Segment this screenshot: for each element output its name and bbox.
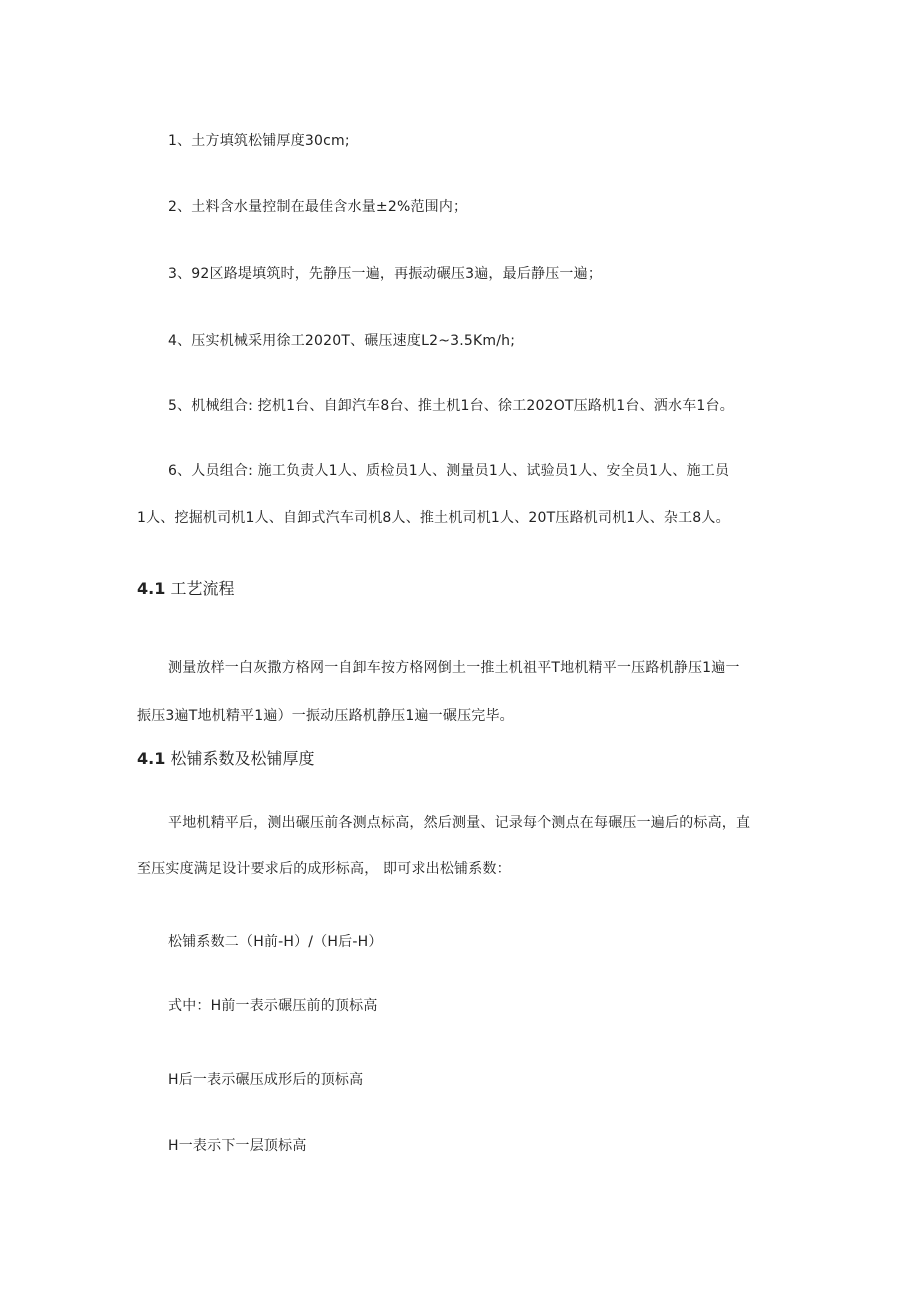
paragraph-line: 至压实度满足设计要求后的成形标高， 即可求出松铺系数： <box>137 861 511 877</box>
list-item: 3、92区路堤填筑时，先静压一遍，再振动碾压3遍，最后静压一遍； <box>168 266 603 282</box>
paragraph-line: 测量放样一白灰撒方格网一自卸车按方格网倒土一推土机祖平T地机精平一压路机静压1遍一 <box>168 660 740 676</box>
section-number: 4.1 <box>137 579 166 598</box>
list-item: 1、土方填筑松铺厚度30cm; <box>168 133 350 149</box>
section-title: 工艺流程 <box>170 579 235 598</box>
paragraph-line: 平地机精平后，测出碾压前各测点标高，然后测量、记录每个测点在每碾压一遍后的标高，直 <box>168 815 751 831</box>
formula-definition: 式中：H前一表示碾压前的顶标高 <box>168 998 378 1014</box>
formula: 松铺系数二（H前-H）/（H后-H） <box>168 934 383 950</box>
section-title: 松铺系数及松铺厚度 <box>170 749 315 768</box>
section-number: 4.1 <box>137 749 166 768</box>
formula-definition: H一表示下一层顶标高 <box>168 1138 307 1154</box>
list-item: 2、土料含水量控制在最佳含水量±2%范围内； <box>168 199 468 215</box>
paragraph-line: 振压3遍T地机精平1遍）一振动压路机静压1遍一碾压完毕。 <box>137 708 514 724</box>
list-item: 6、人员组合: 施工负责人1人、质检员1人、测量员1人、试验员1人、安全员1人、施工员 <box>168 463 730 479</box>
list-item: 4、压实机械采用徐工2020T、碾压速度L2~3.5Km∕h; <box>168 333 516 349</box>
section-heading-loose-coefficient <box>137 748 314 770</box>
formula-definition: H后一表示碾压成形后的顶标高 <box>168 1072 364 1088</box>
section-heading-process <box>137 578 234 600</box>
list-item: 5、机械组合: 挖机1台、自卸汽车8台、推土机1台、徐工202OT压路机1台、洒水车1台。 <box>168 398 734 414</box>
list-item-continuation: 1人、挖掘机司机1人、自卸式汽车司机8人、推土机司机1人、20T压路机司机1人、杂工8人。 <box>137 510 730 526</box>
